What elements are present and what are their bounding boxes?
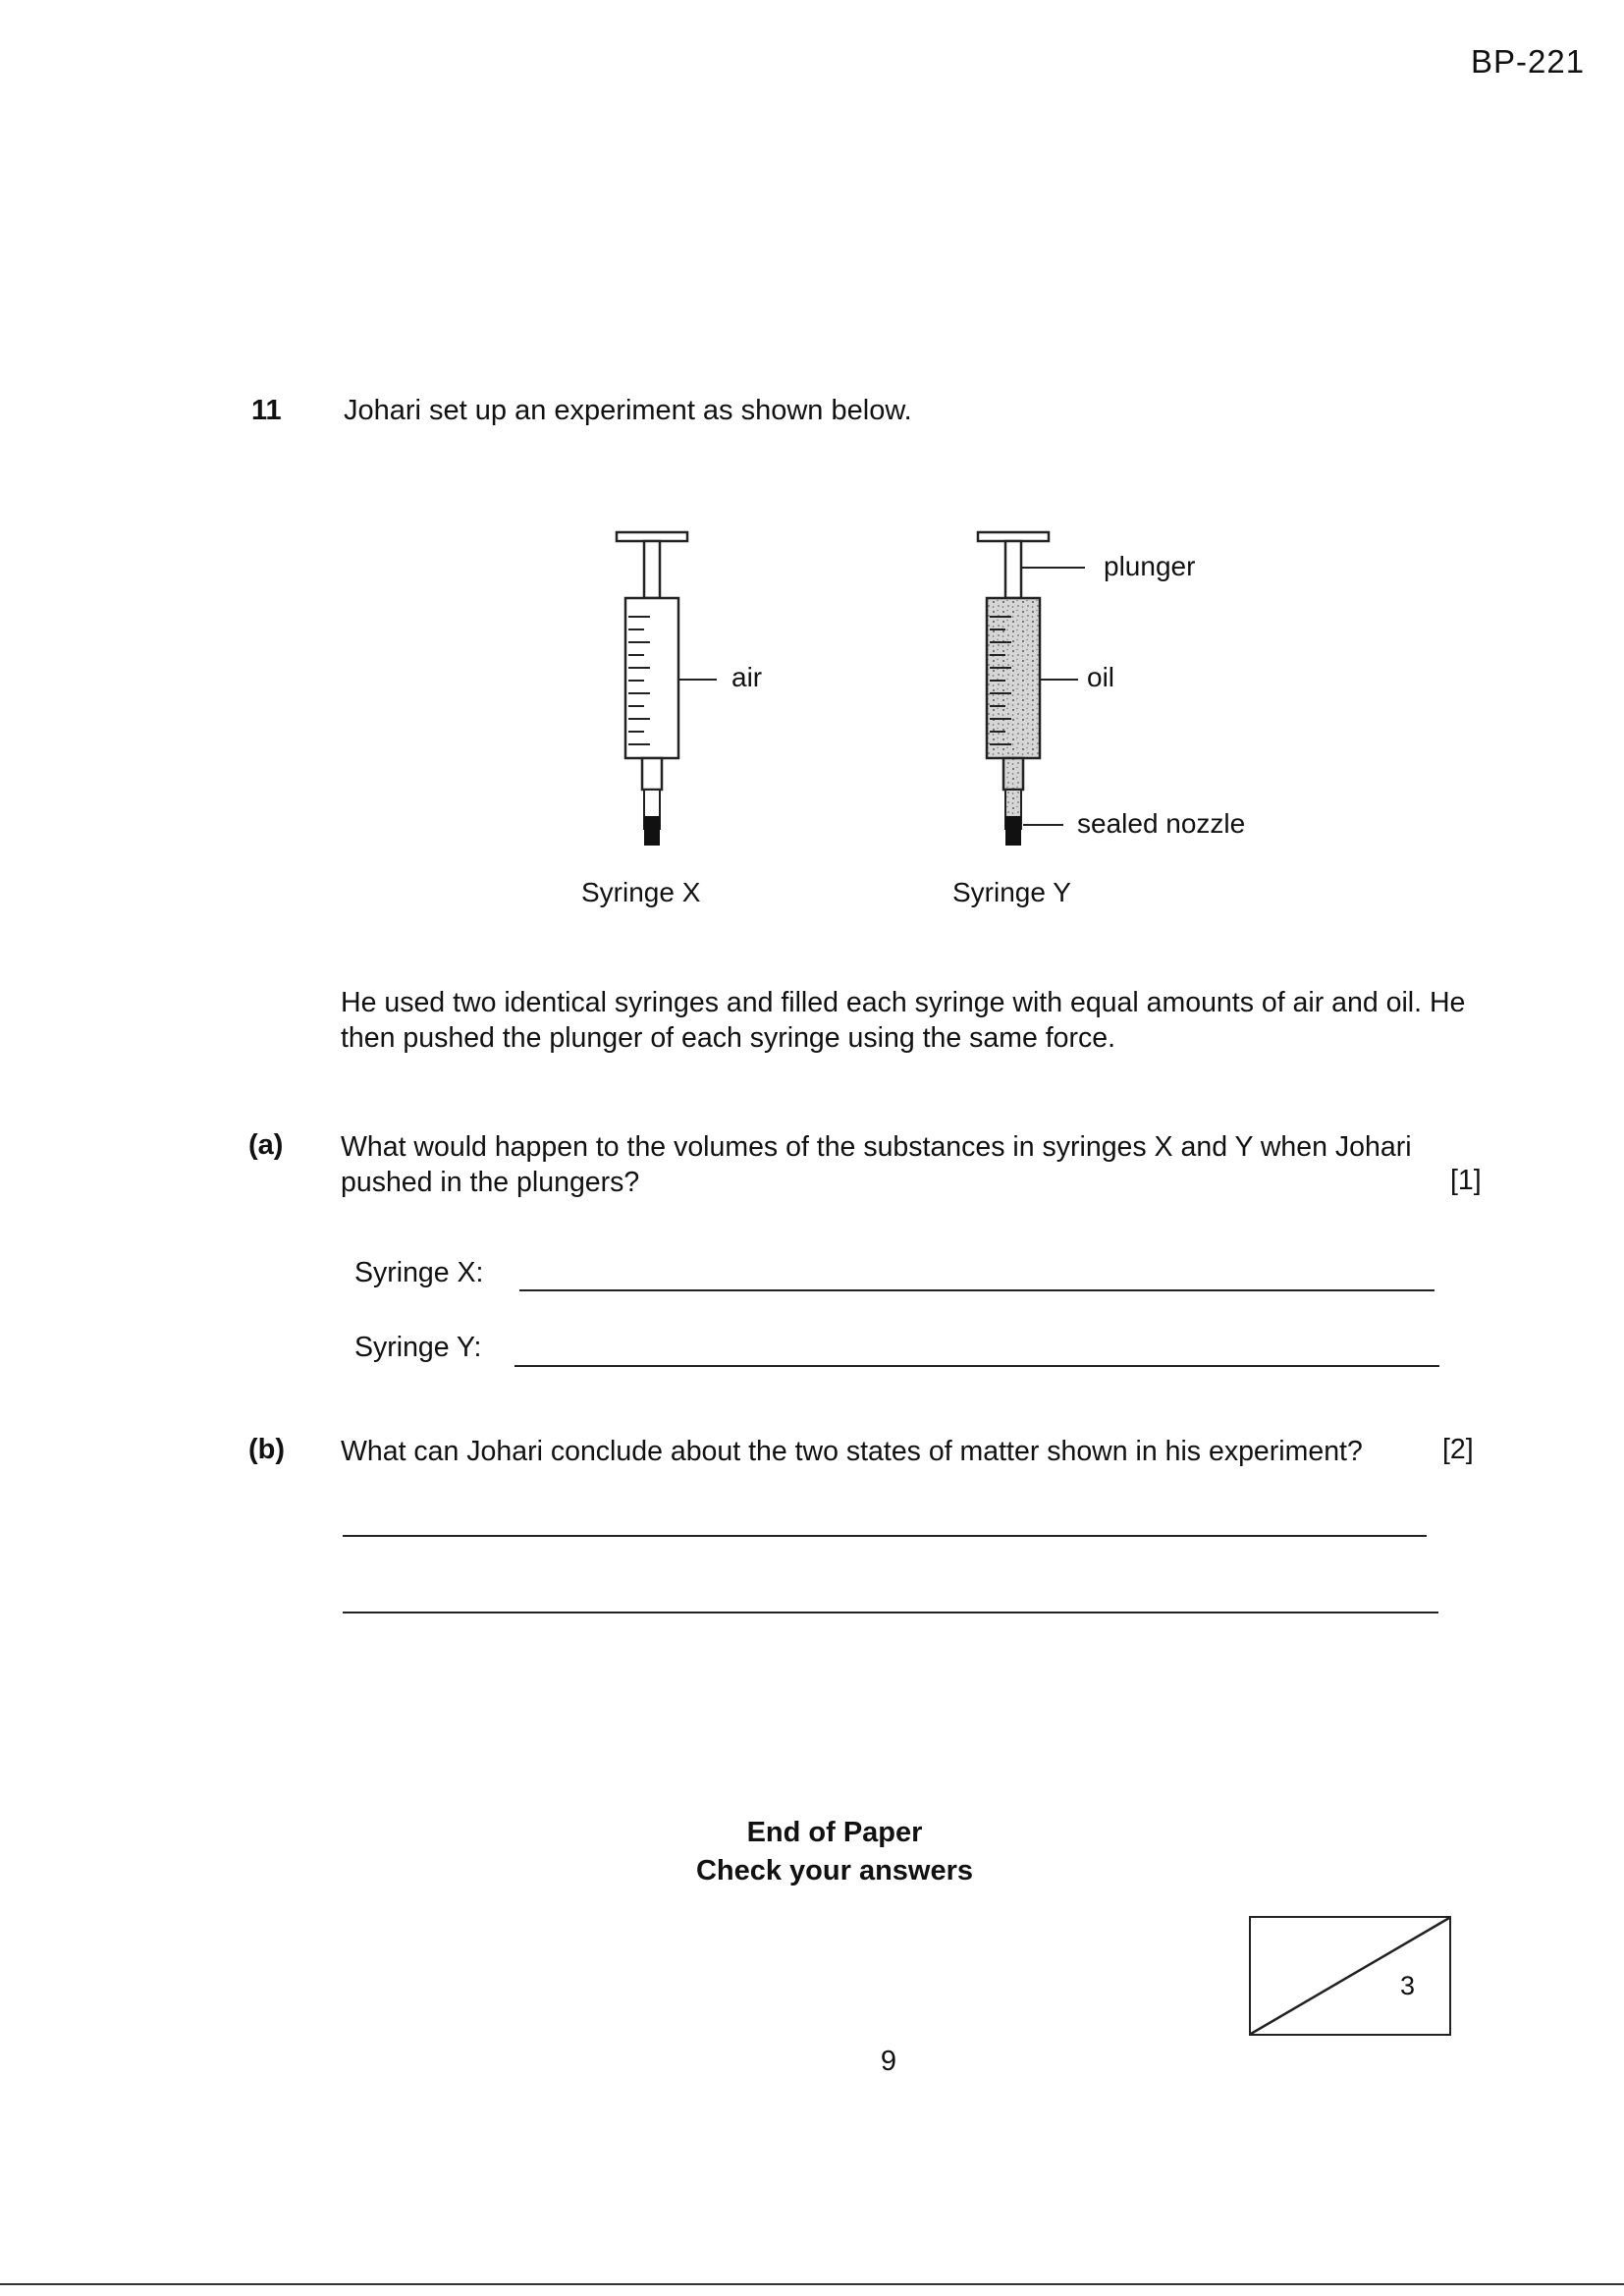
part-b-label: (b) <box>248 1434 286 1465</box>
check-answers: Check your answers <box>695 1855 974 1886</box>
part-b-question: What can Johari conclude about the two states of matter shown in his experiment? <box>341 1436 1363 1467</box>
score-box-diagonal <box>1251 1918 1449 2034</box>
part-a-label: (a) <box>248 1129 284 1161</box>
syringe-y-answer-line[interactable] <box>514 1365 1439 1367</box>
syringe-x-answer-label: Syringe X: <box>354 1257 484 1288</box>
part-a-question-line1: What would happen to the volumes of the substances in syringes X and Y when Johari <box>341 1131 1412 1163</box>
sealed-nozzle-label: sealed nozzle <box>1077 808 1246 839</box>
question-number: 11 <box>251 395 282 426</box>
part-b-answer-line-2[interactable] <box>343 1612 1438 1613</box>
question-stem: Johari set up an experiment as shown below. <box>344 395 912 426</box>
air-label: air <box>731 662 763 692</box>
score-box <box>1249 1916 1451 2036</box>
syringe-x-caption: Syringe X <box>581 877 701 907</box>
part-b-answer-line-1[interactable] <box>343 1535 1427 1537</box>
syringe-diagram <box>0 0 1624 943</box>
syringe-y <box>978 532 1085 846</box>
part-a-marks: [1] <box>1450 1165 1482 1196</box>
end-of-paper: End of Paper <box>746 1817 923 1848</box>
plunger-label: plunger <box>1104 551 1196 581</box>
syringe-x <box>617 532 717 846</box>
syringe-y-caption: Syringe Y <box>952 877 1071 907</box>
score-box-value: 3 <box>1400 1971 1416 2000</box>
bottom-rule <box>0 2283 1624 2285</box>
experiment-description: He used two identical syringes and filled each syringe with equal amounts of air and oil. He then pushed the plunger of each syringe using the same force. <box>341 987 1466 1054</box>
part-b-marks: [2] <box>1442 1434 1474 1465</box>
page-number: 9 <box>880 2046 897 2077</box>
oil-label: oil <box>1087 662 1115 692</box>
paper-code: BP-221 <box>1471 43 1586 80</box>
part-a-question-line2: pushed in the plungers? <box>341 1167 640 1198</box>
syringe-x-answer-line[interactable] <box>519 1289 1435 1291</box>
syringe-y-answer-label: Syringe Y: <box>354 1332 482 1363</box>
